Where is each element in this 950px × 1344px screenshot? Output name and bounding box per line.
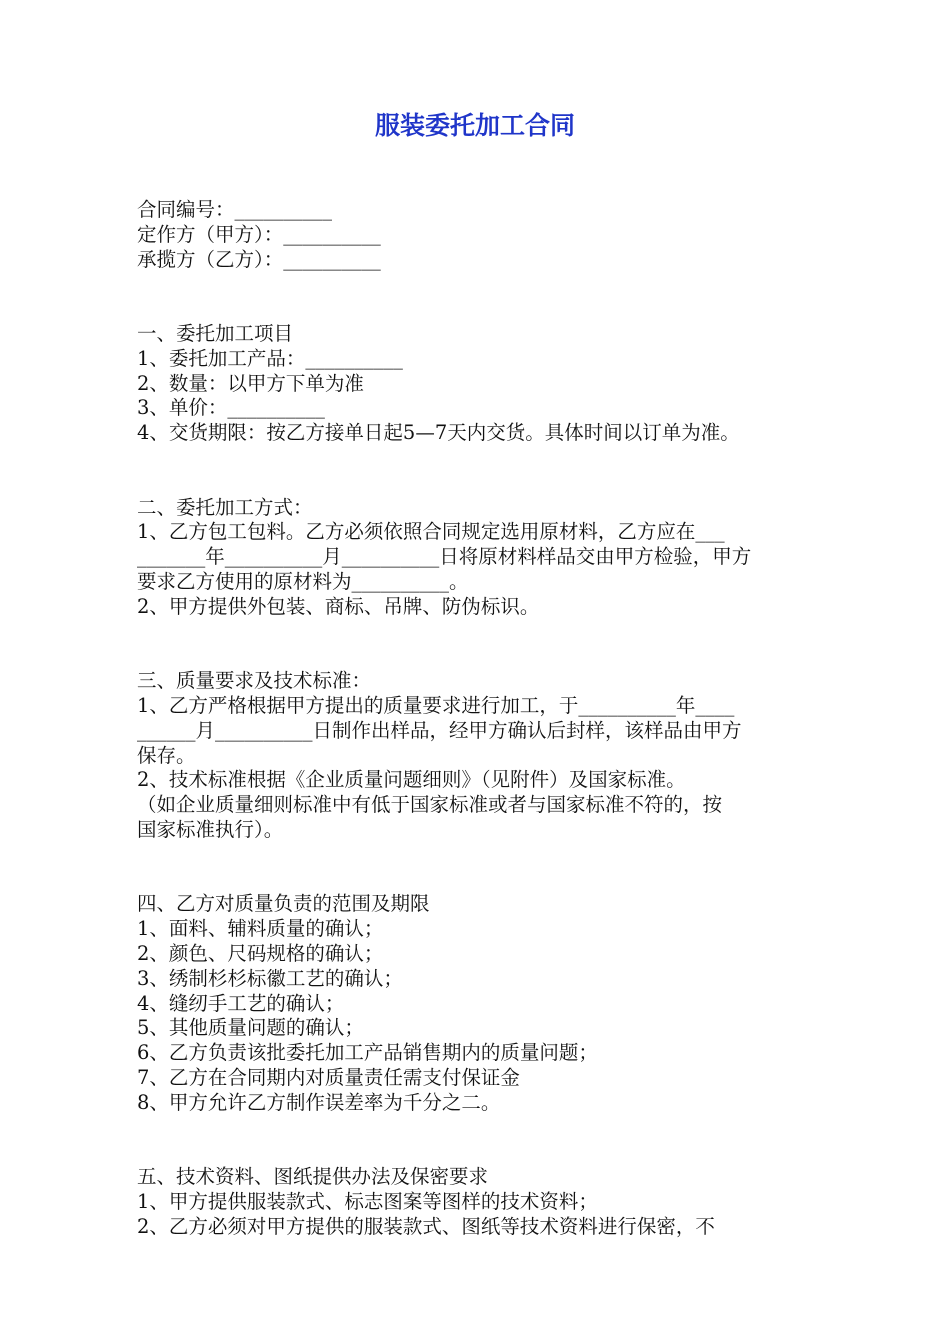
section-heading: 五、技术资料、图纸提供办法及保密要求 xyxy=(137,1165,489,1189)
section-line: 保存。 xyxy=(137,743,196,767)
section-line: 7、乙方在合同期内对质量责任需支付保证金 xyxy=(137,1065,520,1089)
section-line: 8、甲方允许乙方制作误差率为千分之二。 xyxy=(137,1090,501,1114)
section-line: （如企业质量细则标准中有低于国家标准或者与国家标准不符的，按 xyxy=(137,793,723,817)
section-line: 2、技术标准根据《企业质量问题细则》（见附件）及国家标准。 xyxy=(137,768,686,792)
section-heading: 四、乙方对质量负责的范围及期限 xyxy=(137,892,430,916)
section-spacer xyxy=(137,620,820,670)
section-line: _______年__________月__________日将原材料样品交由甲方检验，甲方 xyxy=(137,545,752,569)
section-heading: 三、质量要求及技术标准： xyxy=(137,669,372,693)
document-title: 服装委托加工合同 xyxy=(374,111,575,140)
section-heading: 二、委托加工方式： xyxy=(137,495,313,519)
section-spacer xyxy=(137,843,820,893)
header-party-b: 承揽方（乙方）：__________ xyxy=(137,247,381,271)
section-line: 1、甲方提供服装款式、标志图案等图样的技术资料； xyxy=(137,1189,598,1213)
header-contract-number: 合同编号：__________ xyxy=(137,198,333,221)
section-line: 2、颜色、尺码规格的确认； xyxy=(137,941,384,965)
header-party-a: 定作方（甲方）：__________ xyxy=(137,222,381,246)
section-line: 3、单价：__________ xyxy=(137,396,325,420)
section-line: 1、委托加工产品：__________ xyxy=(137,346,403,370)
section-line: 4、缝纫手工艺的确认； xyxy=(137,991,345,1015)
section-line: 4、交货期限：按乙方接单日起5—7天内交货。具体时间以订单为准。 xyxy=(137,421,740,445)
section-spacer xyxy=(137,272,820,322)
section-line: 2、乙方必须对甲方提供的服装款式、图纸等技术资料进行保密，不 xyxy=(137,1214,715,1238)
section-line: 要求乙方使用的原材料为__________。 xyxy=(137,569,469,593)
section-line: 1、乙方包工包料。乙方必须依照合同规定选用原材料，乙方应在___ xyxy=(137,520,725,544)
section-line: ______月__________日制作出样品，经甲方确认后封样，该样品由甲方 xyxy=(137,718,742,742)
section-heading: 一、委托加工项目 xyxy=(137,321,294,345)
section-spacer xyxy=(137,446,820,496)
document-body xyxy=(137,198,820,1239)
section-line: 1、面料、辅料质量的确认； xyxy=(137,917,384,941)
section-line: 3、绣制杉杉标徽工艺的确认； xyxy=(137,966,403,990)
section-spacer xyxy=(137,1115,820,1165)
section-line: 2、甲方提供外包装、商标、吊牌、防伪标识。 xyxy=(137,594,540,618)
section-line: 1、乙方严格根据甲方提出的质量要求进行加工，于__________年____ xyxy=(137,693,735,717)
section-line: 国家标准执行）。 xyxy=(137,817,284,841)
section-line: 6、乙方负责该批委托加工产品销售期内的质量问题； xyxy=(137,1041,598,1065)
section-line: 5、其他质量问题的确认； xyxy=(137,1016,364,1040)
section-line: 2、数量：以甲方下单为准 xyxy=(137,371,364,395)
